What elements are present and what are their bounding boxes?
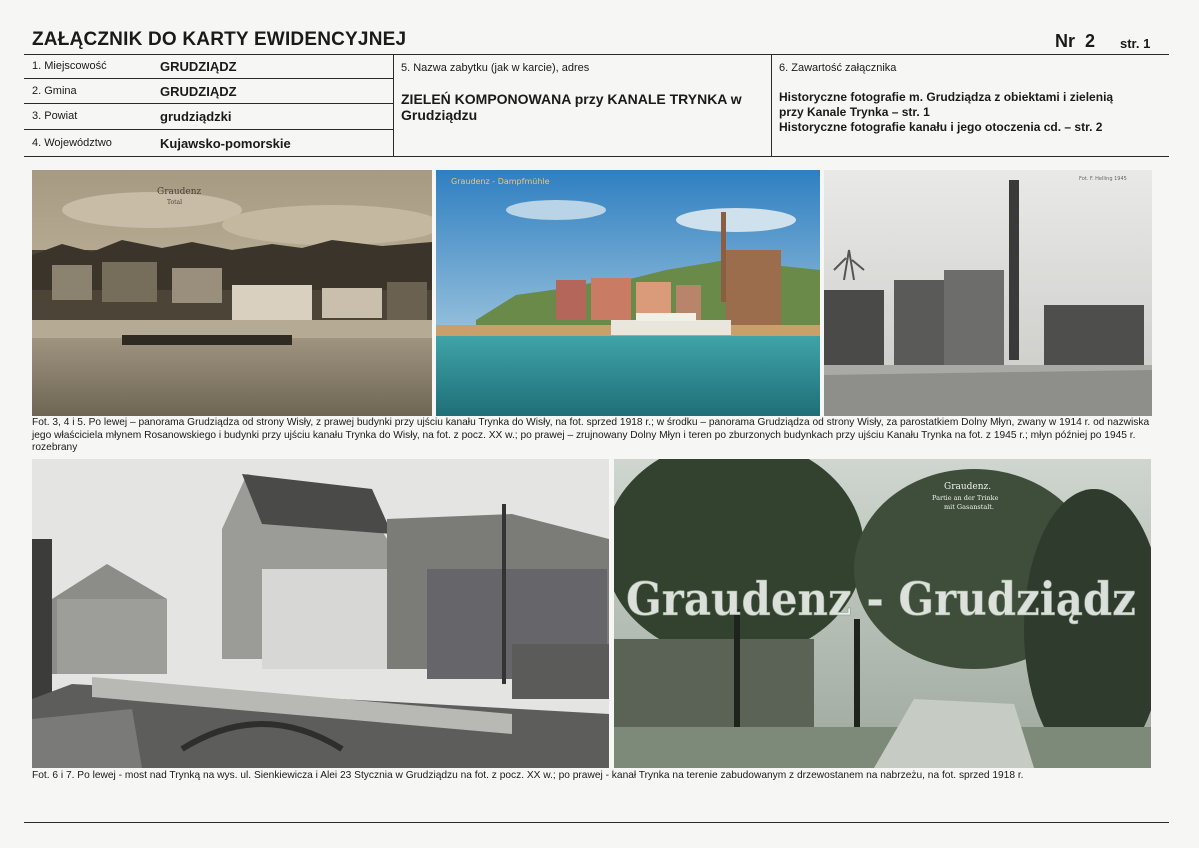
table-top-border bbox=[24, 54, 1169, 55]
footer-line bbox=[24, 822, 1169, 823]
attachment-label: 6. Zawartość załącznika bbox=[779, 62, 897, 74]
photo-panorama-sepia bbox=[32, 170, 432, 416]
page-number: str. 1 bbox=[1120, 36, 1151, 51]
nr-value: 2 bbox=[1085, 31, 1096, 51]
table-row-divider bbox=[24, 129, 393, 130]
inscription-helling: Fot. F. Helling 1945 bbox=[1079, 176, 1127, 182]
field-label-wojewodztwo: 4. Województwo bbox=[32, 137, 112, 149]
inscription-dampfmuhle: Graudenz - Dampfmühle bbox=[451, 177, 550, 186]
field-value-powiat: grudziądzki bbox=[160, 109, 232, 124]
inscription-total: Total bbox=[167, 199, 183, 206]
table-row-divider bbox=[24, 78, 393, 79]
monument-label: 5. Nazwa zabytku (jak w karcie), adres bbox=[401, 62, 590, 74]
inscription-gasanstalt: mit Gasanstalt. bbox=[944, 503, 994, 511]
field-value-wojewodztwo: Kujawsko-pomorskie bbox=[160, 136, 291, 151]
document-number bbox=[1055, 31, 1095, 52]
table-column-divider bbox=[771, 54, 772, 156]
field-value-gmina: GRUDZIĄDZ bbox=[160, 84, 237, 99]
document-title: ZAŁĄCZNIK DO KARTY EWIDENCYJNEJ bbox=[32, 29, 407, 50]
monument-name-line1: ZIELEŃ KOMPONOWANA przy KANALE TRYNKA w bbox=[401, 91, 742, 107]
photo-panorama-color bbox=[436, 170, 820, 416]
inscription-graudenz: Graudenz bbox=[157, 187, 202, 197]
photo-bridge-trynka bbox=[32, 459, 609, 768]
photo-ruined-mill bbox=[824, 170, 1152, 416]
table-row-divider bbox=[24, 103, 393, 104]
field-label-powiat: 3. Powiat bbox=[32, 110, 78, 122]
inscription-graudenz-2: Graudenz. bbox=[944, 482, 992, 492]
table-bottom-border bbox=[24, 156, 1169, 157]
attachment-line3: Historyczne fotografie kanału i jego otoczenia cd. – str. 2 bbox=[779, 120, 1103, 134]
table-column-divider bbox=[393, 54, 394, 156]
caption-photos-6-7: Fot. 6 i 7. Po lewej - most nad Trynką na wys. ul. Sienkiewicza i Alei 23 Stycznia w Grudziądzu na fot. z pocz. XX w.; po prawej - kanał Trynka na terenie zabudowanym z drzewostanem na nabrzeżu, na fot. sprzed 1918 r. bbox=[32, 770, 1024, 781]
field-value-miejscowosc: GRUDZIĄDZ bbox=[160, 59, 237, 74]
photo-canal-trynka bbox=[614, 459, 1151, 768]
nr-label: Nr bbox=[1055, 31, 1076, 51]
attachment-line2: przy Kanale Trynka – str. 1 bbox=[779, 105, 930, 119]
attachment-line1: Historyczne fotografie m. Grudziądza z obiektami i zielenią bbox=[779, 90, 1114, 104]
field-label-gmina: 2. Gmina bbox=[32, 85, 77, 97]
inscription-partie: Partie an der Trinke bbox=[932, 494, 999, 502]
caption-photos-3-4-5: Fot. 3, 4 i 5. Po lewej – panorama Grudziądza od strony Wisły, z prawej budynki przy ujściu kanału Trynka do Wisły, na fot. sprzed 1918 r.; w środku – panorama Grudziądza od strony Wisły, za parostatkiem Dolny Młyn, zwany w 1914 r. od nazwiska jego właściciela młynem Rosanowskiego i budynki przy ujściu kanału Trynka do Wisły, na fot. z pocz. XX w.; po prawej – zrujnowany Dolny Młyn i teren po zburzonych budynkach przy ujściu Kanału Trynka na fot. z 1945 r.; młyn później po 1945 r. rozebrany bbox=[32, 417, 1150, 453]
overlay-graudenz-grudziadz: Graudenz - Grudziądz bbox=[626, 572, 1136, 626]
monument-name-line2: Grudziądzu bbox=[401, 107, 478, 123]
field-label-miejscowosc: 1. Miejscowość bbox=[32, 60, 107, 72]
